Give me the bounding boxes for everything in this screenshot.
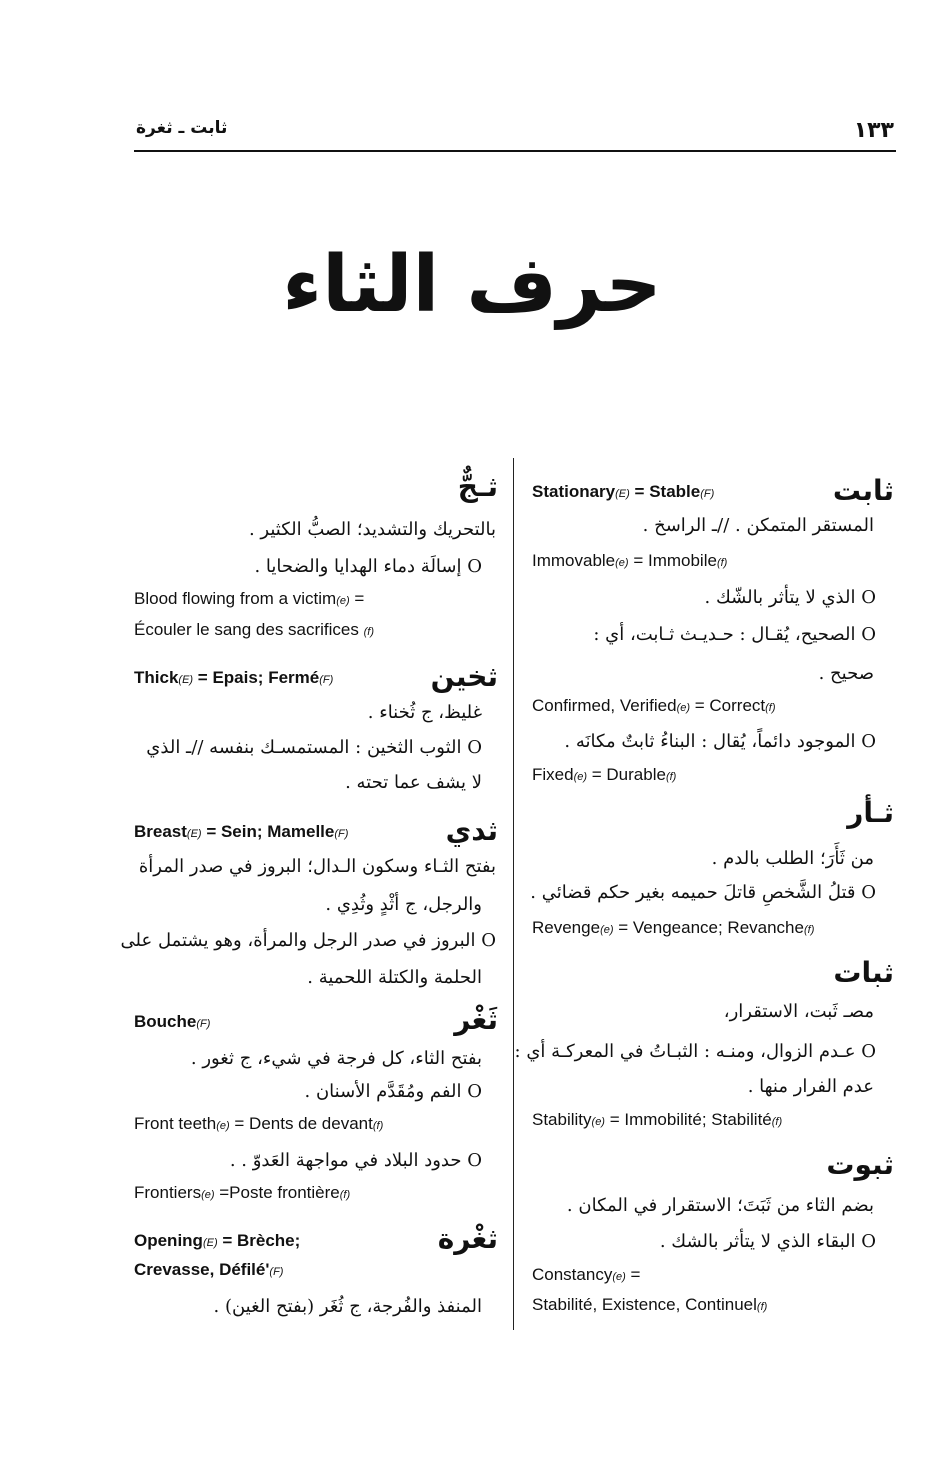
arabic-definition: لا يشف عما تحته .	[345, 772, 482, 793]
english-equivalent: Constancy(e) =	[532, 1265, 641, 1284]
headword: ثغْرة	[437, 1222, 498, 1255]
headword: ثبات	[833, 956, 894, 989]
arabic-definition: O البقاء الذي لا يتأثر بالشك .	[659, 1231, 876, 1252]
arabic-definition: O عـدم الزوال، ومنـه : الثبـاتُ في المعركـة أي :	[514, 1041, 876, 1062]
running-title: ثابت ـ ثغرة	[136, 118, 228, 138]
arabic-definition: بالتحريك والتشديد؛ الصبُّ الكثير .	[248, 519, 496, 540]
english-equivalent: Crevasse, Défilé'(F)	[134, 1260, 284, 1279]
english-equivalent: Stabilité, Existence, Continuel(f)	[532, 1295, 768, 1314]
arabic-definition: O الذي لا يتأثر بالشّك .	[704, 587, 876, 608]
english-equivalent: Immovable(e) = Immobile(f)	[532, 551, 728, 570]
headword: ثخين	[430, 660, 498, 693]
headword: ثـجٌّ	[457, 470, 498, 503]
english-equivalent: Breast(E) = Sein; Mamelle(F)	[134, 822, 349, 841]
english-equivalent: Thick(E) = Epais; Fermé(F)	[134, 668, 334, 687]
column-divider	[513, 458, 514, 1330]
headword: ثـأر	[847, 796, 894, 829]
english-equivalent: Front teeth(e) = Dents de devant(f)	[134, 1114, 384, 1133]
english-equivalent: Blood flowing from a victim(e) =	[134, 589, 365, 608]
english-equivalent: Confirmed, Verified(e) = Correct(f)	[532, 696, 776, 715]
english-equivalent: Bouche(F)	[134, 1012, 211, 1031]
arabic-definition: O الصحيح، يُقـال : حـديـث ثـابت، أي :	[593, 624, 876, 645]
page-number: ١٣٣	[853, 118, 894, 143]
arabic-definition: المنفذ والفُرجة، ج ثُغَر (بفتح الغين) .	[213, 1296, 482, 1317]
arabic-definition: O الثوب الثخين : المستمسـك بنفسه //ـ الذي	[146, 737, 482, 758]
arabic-definition: من ثَأَرَ؛ الطلب بالدم .	[711, 848, 874, 869]
headword: ثَغْر	[454, 1003, 498, 1036]
header-rule	[134, 150, 896, 152]
english-equivalent: Opening(E) = Brèche;	[134, 1231, 301, 1250]
arabic-definition: بفتح الثـاء وسكون الـدال؛ البروز في صدر المرأة	[138, 856, 496, 877]
arabic-definition: صحيح .	[818, 663, 874, 684]
arabic-definition: O الفم ومُقَدَّم الأسنان .	[304, 1081, 482, 1102]
english-equivalent: Écouler le sang des sacrifices (f)	[134, 620, 374, 639]
arabic-definition: الحلمة والكتلة اللحمية .	[307, 967, 482, 988]
arabic-definition: والرجل، ج أثْدٍ وثُدِي .	[325, 894, 482, 915]
english-equivalent: Revenge(e) = Vengeance; Revanche(f)	[532, 918, 815, 937]
english-equivalent: Fixed(e) = Durable(f)	[532, 765, 677, 784]
headword: ثبوت	[826, 1148, 894, 1181]
english-equivalent: Frontiers(e) =Poste frontière(f)	[134, 1183, 351, 1202]
arabic-definition: المستقر المتمكن . //ـ الراسخ .	[642, 515, 874, 536]
arabic-definition: بفتح الثاء، كل فرجة في شيء، ج ثغور .	[190, 1048, 482, 1069]
arabic-definition: O قتلُ الشَّخصِ قاتلَ حميمه بغير حكم قضائي .	[530, 882, 876, 903]
arabic-definition: مصـ ثَبت، الاستقرار،	[723, 1001, 874, 1022]
arabic-definition: O الموجود دائماً، يُقال : البناءُ ثابتٌ مكانَه .	[564, 731, 876, 752]
arabic-definition: عدم الفرار منها .	[747, 1076, 874, 1097]
section-title: حرف الثاء	[282, 240, 662, 330]
arabic-definition: O إسالَة دماء الهدايا والضحايا .	[254, 556, 482, 577]
arabic-definition: غليظ، ج ثُخناء .	[367, 702, 482, 723]
arabic-definition: بضم الثاء من ثَبَتَ؛ الاستقرار في المكان .	[566, 1195, 874, 1216]
headword: ثدي	[445, 814, 498, 847]
headword: ثابت	[832, 474, 894, 507]
english-equivalent: Stability(e) = Immobilité; Stabilité(f)	[532, 1110, 783, 1129]
arabic-definition: O حدود البلاد في مواجهة العَدوّ . .	[229, 1150, 482, 1171]
english-equivalent: Stationary(E) = Stable(F)	[532, 482, 715, 501]
arabic-definition: O البروز في صدر الرجل والمرأة، وهو يشتمل على	[120, 930, 496, 951]
